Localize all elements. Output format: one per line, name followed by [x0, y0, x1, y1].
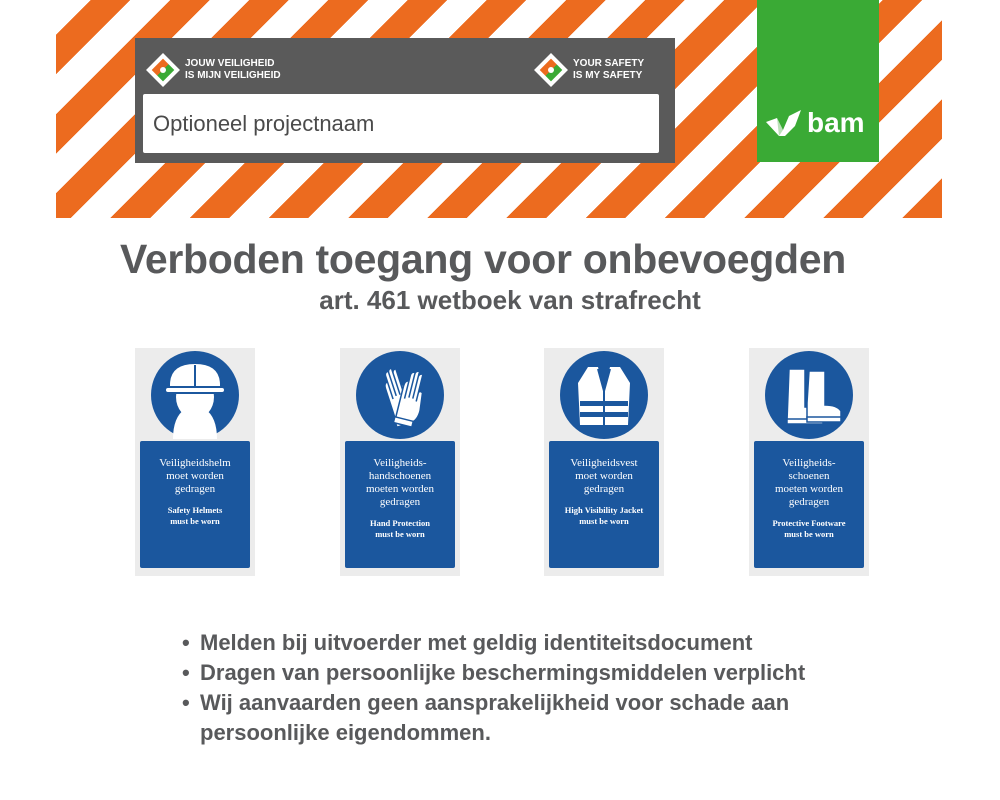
bam-mark-icon: [765, 108, 803, 138]
safety-helmet-icon: [151, 351, 239, 439]
slogan-english-line-2: IS MY SAFETY: [573, 70, 643, 81]
list-item: [180, 628, 880, 658]
bullet-icon: •: [182, 660, 190, 685]
sign-label-panel: [549, 441, 659, 568]
bullet-icon: •: [182, 630, 190, 655]
main-title: Verboden toegang voor onbevoegden: [120, 236, 846, 282]
slogan-english: [533, 52, 644, 88]
slogan-dutch-line-2: IS MIJN VEILIGHEID: [185, 70, 281, 81]
sign-safety-boots: [749, 348, 869, 576]
sign-safety-helmet: [135, 348, 255, 576]
hazard-stripe-banner: [56, 0, 942, 218]
slogan-dutch: [145, 52, 281, 88]
bam-logo: [765, 108, 865, 138]
list-item: [180, 688, 880, 748]
sign-text-dutch: Veiligheidsvest moet worden gedragen: [570, 457, 638, 495]
list-item: [180, 658, 880, 688]
slogan-english-line-1: YOUR SAFETY: [573, 58, 645, 69]
site-rules-list: [180, 628, 880, 748]
project-name: Optioneel projectnaam: [153, 110, 375, 136]
rule-text: Melden bij uitvoerder met geldig identiteitsdocument: [200, 630, 753, 655]
sign-text-dutch: Veiligheidshelm moet worden gedragen: [159, 457, 231, 495]
sign-label-panel: [345, 441, 455, 568]
safety-gloves-icon: [356, 351, 444, 439]
safety-diamond-icon: [533, 52, 569, 88]
safety-vest-icon: [560, 351, 648, 439]
sign-text-dutch: Veiligheids- schoenen moeten worden gedragen: [774, 457, 844, 508]
sign-text-english: Hand Protection must be worn: [369, 518, 431, 539]
rule-text: Dragen van persoonlijke beschermingsmiddelen verplicht: [200, 660, 806, 685]
bullet-icon: •: [182, 690, 190, 715]
sign-label-panel: [754, 441, 864, 568]
sign-safety-gloves: [340, 348, 460, 576]
legal-reference: art. 461 wetboek van strafrecht: [319, 285, 701, 315]
slogan-dutch-line-1: JOUW VEILIGHEID: [185, 58, 275, 69]
sign-text-english: Protective Footware must be worn: [772, 518, 846, 539]
sign-text-dutch: Veiligheids- handschoenen moeten worden gedragen: [365, 457, 435, 508]
sign-text-english: Safety Helmets must be worn: [167, 505, 223, 526]
safety-diamond-icon: [145, 52, 181, 88]
bam-logo-text: bam: [807, 107, 865, 138]
sign-label-panel: [140, 441, 250, 568]
sign-safety-vest: [544, 348, 664, 576]
project-name-box: [143, 94, 659, 153]
bam-logo-block: [757, 0, 879, 162]
project-header-panel: [135, 38, 675, 163]
safety-boots-icon: [765, 351, 853, 439]
sign-text-english: High Visibility Jacket must be worn: [564, 505, 644, 526]
rule-text: Wij aanvaarden geen aansprakelijkheid voor schade aan persoonlijke eigendommen.: [200, 690, 790, 745]
